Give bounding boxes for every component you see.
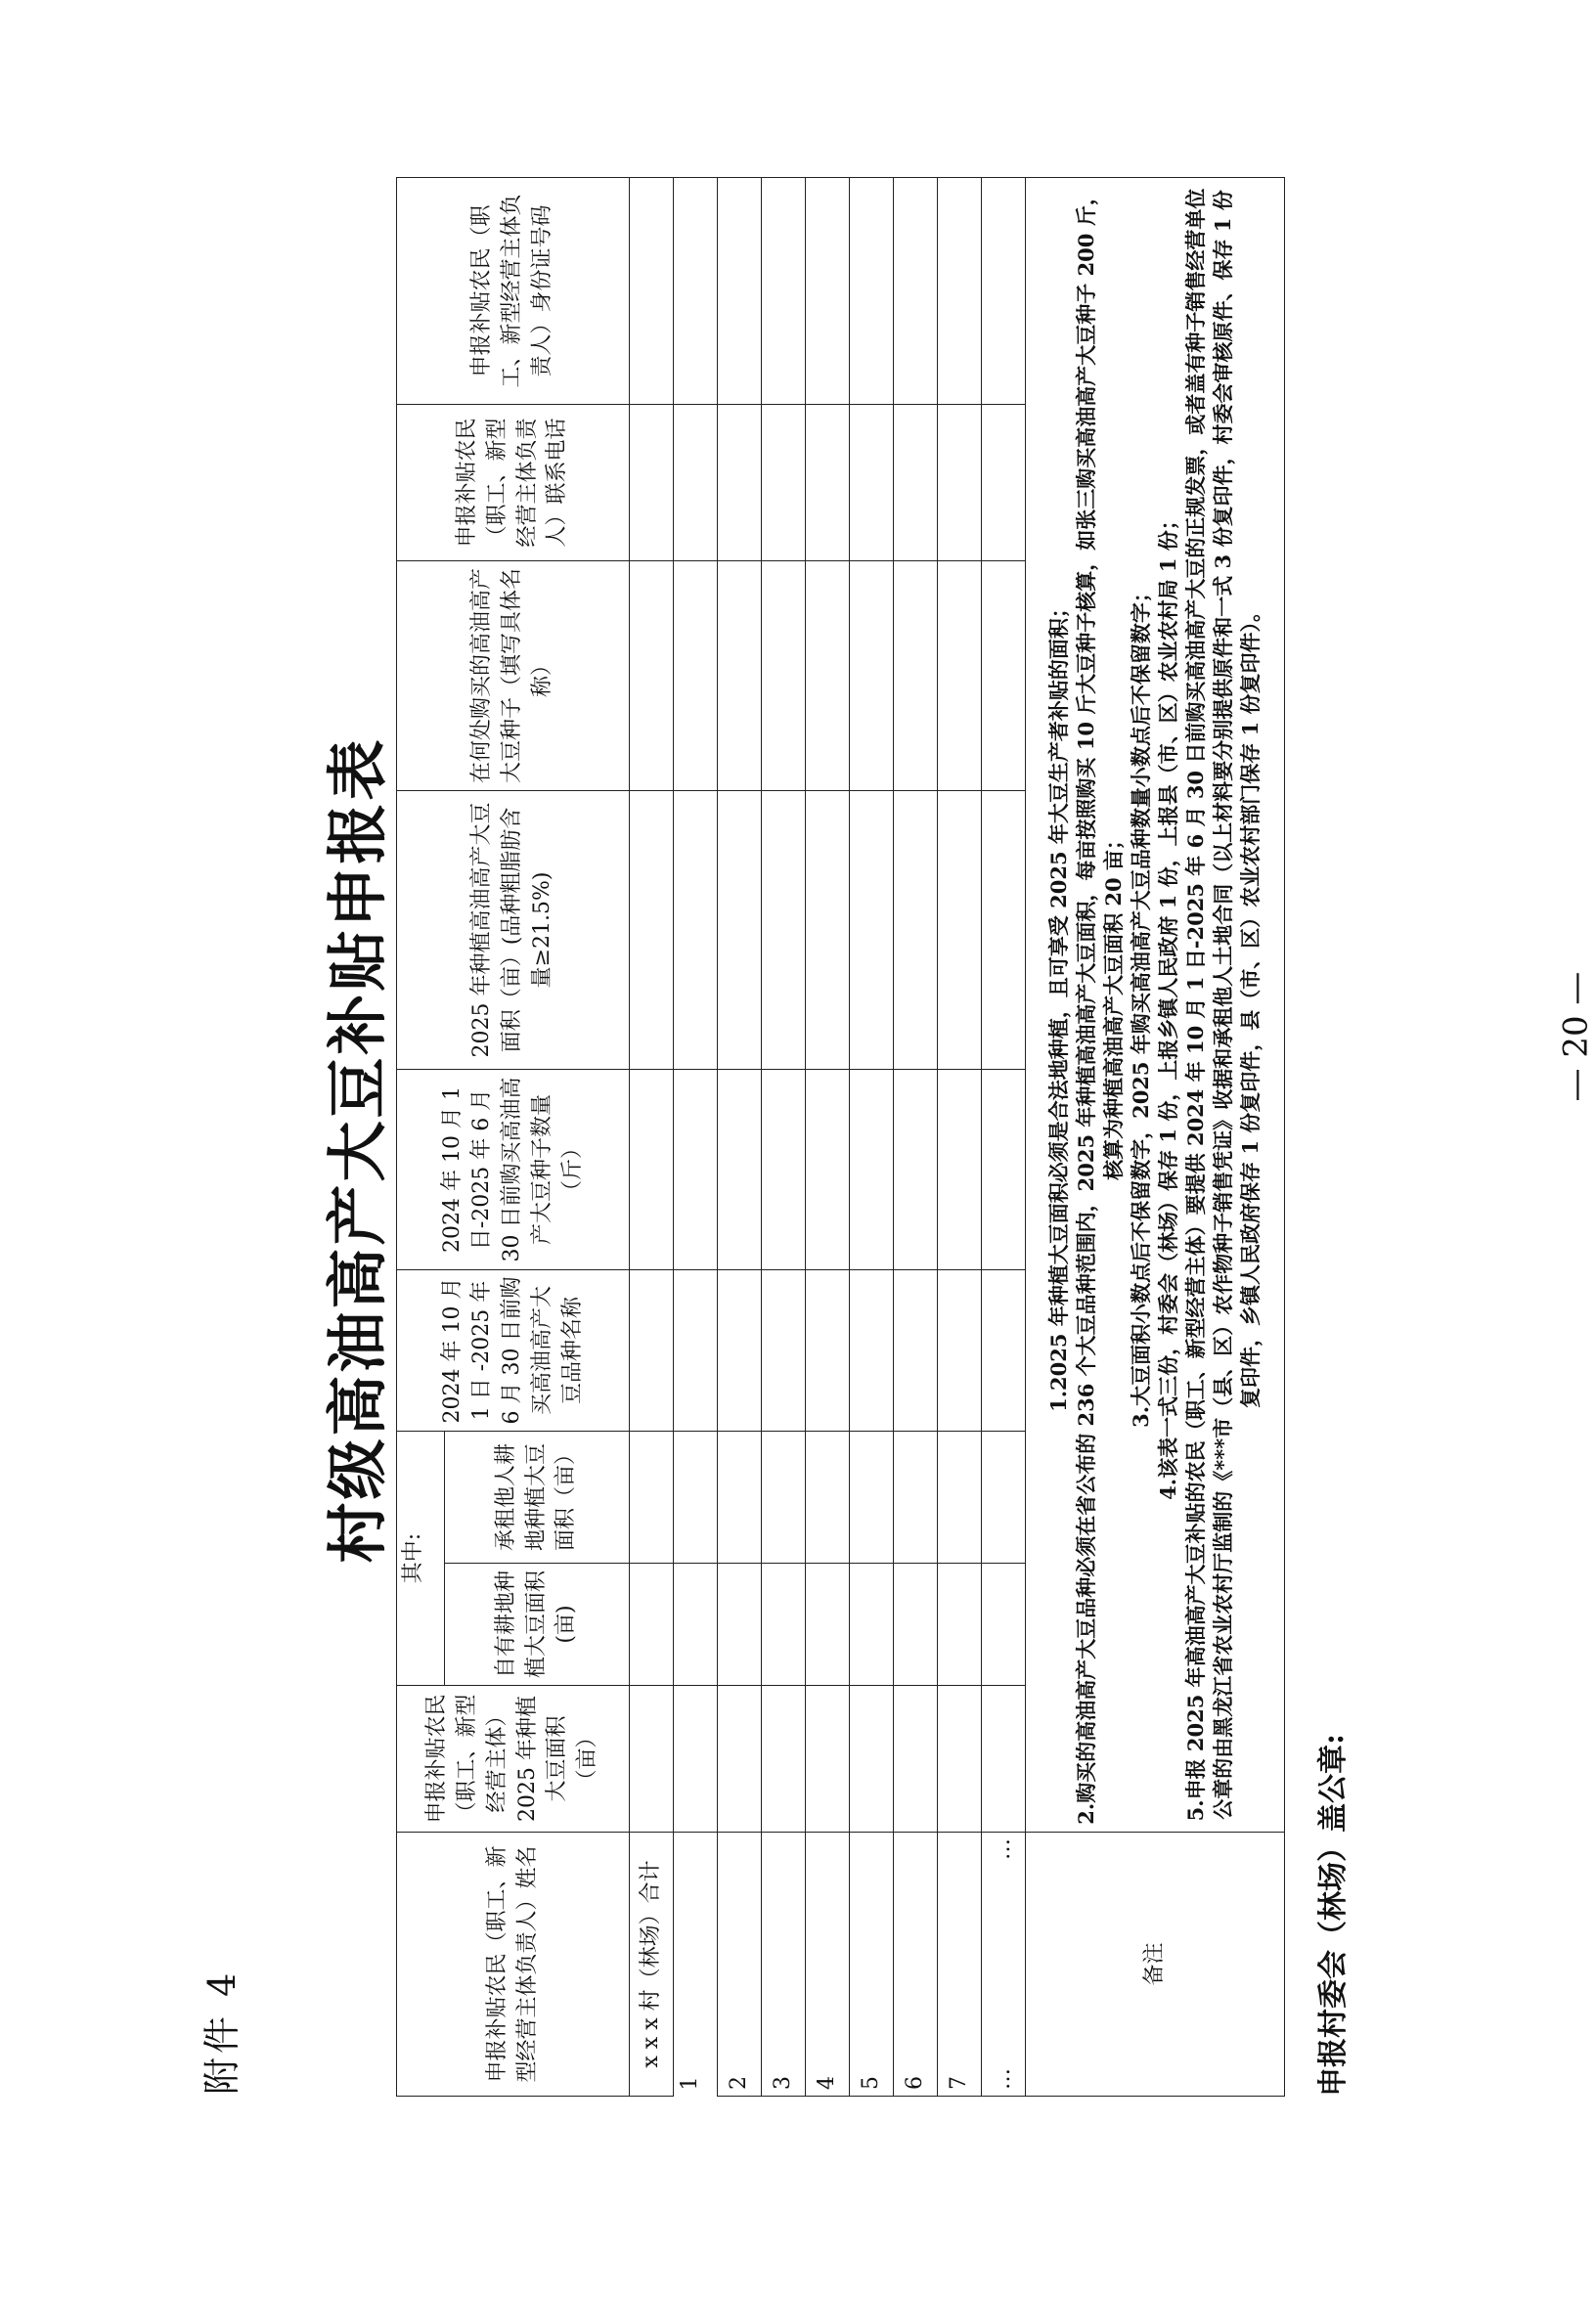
table-cell [982,560,1026,790]
table-cell [938,1431,982,1563]
table-row [938,177,982,2096]
table-cell [630,404,674,560]
table-cell [982,1269,1026,1431]
table-cell [850,1269,894,1431]
note-4: 4.该表一式三份，村委会（林场）保存 1 份，上报乡镇人民政府 1 份，上报县（市、区）农业农村局 1 份； [1156,509,1180,1500]
table-cell [762,1564,806,1686]
table-cell [938,1833,982,2097]
table-cell [674,1833,717,2097]
table-cell [938,790,982,1069]
table-cell [674,790,718,1069]
header-seed-qty: 2024 年 10 月 1 日-2025 年 6 月 30 日前购买高油高产大豆种子数量（斤） [397,1069,630,1269]
table-cell [894,1564,938,1686]
note-2: 2.购买的高油高产大豆品种必须在省公布的 236 个大豆品种范围内，2025 年种植高油高产大豆面积，每亩按照购买 10 斤大豆种子核算，如张三购买高油高产大豆种子 200 斤，核算为种植高油高产大豆面积 20 亩； [1074,185,1127,1825]
annex-label: 附件 4 [200,1968,244,2095]
table-cell [718,790,762,1069]
row-number: 2 [726,2076,751,2090]
table-cell [674,1564,718,1686]
table-cell [806,1564,850,1686]
row-number: 7 [946,2076,971,2090]
table-cell [938,1564,982,1686]
table-cell [718,1833,762,2097]
table-cell [806,1686,850,1833]
header-area-2025: 2025 年种植高油高产大豆面积（亩）(品种粗脂肪含量≥21.5%) [397,790,630,1069]
table-cell [718,1431,762,1563]
table-cell [982,1431,1026,1563]
table-cell [850,1686,894,1833]
note-3: 3.大豆面积小数点后不保留数字，2025 年购买高油高产大豆品种数量小数点后不保留数字； [1129,582,1154,1428]
table-cell [674,1269,718,1431]
table-cell [850,560,894,790]
table-row [762,177,806,2096]
table-cell [938,1269,982,1431]
table-cell [806,560,850,790]
row-number: … [990,2068,1015,2090]
table-cell [894,1431,938,1563]
table-cell [806,177,850,404]
header-among: 其中: [397,1431,445,1685]
row-number: 5 [858,2076,883,2090]
table-cell [630,177,674,404]
table-cell [762,177,806,404]
remarks-row [1026,177,1285,2096]
table-row [718,177,762,2096]
table-cell [850,404,894,560]
table-cell [630,1269,674,1431]
total-row [630,177,674,2096]
header-leased-land: 承租他人耕地种植大豆面积（亩） [445,1431,630,1563]
table-cell [850,1069,894,1269]
total-row-label: x x x 村（林场）合计 [630,1833,674,2097]
table-cell [630,1431,674,1563]
table-cell [806,790,850,1069]
table-row [674,177,718,2096]
table-cell [806,404,850,560]
table-cell [630,790,674,1069]
table-cell [630,1686,674,1833]
table-cell [718,1564,762,1686]
table-row [806,177,850,2096]
table-cell [938,1686,982,1833]
table-cell [850,1564,894,1686]
table-cell [674,1069,718,1269]
header-phone: 申报补贴农民（职工、新型经营主体负责人）联系电话 [397,404,630,560]
table-cell [762,1431,806,1563]
header-id-number: 申报补贴农民（职工、新型经营主体负责人）身份证号码 [397,177,630,404]
table-cell [982,790,1026,1069]
table-cell [894,177,938,404]
note-5: 5.申报 2025 年高油高产大豆补贴的农民（职工、新型经营主体）要提供 2024 年 10 月 1 日-2025 年 6 月 30 日前购买高油高产大豆的正规发票，或者盖有种子销售经营单位公章的由黑龙江省农业农村厅监制的《***市（县、区）农作物种子销售凭证》收据和承租他人土地合同（以上材料要分别提供原件和一式 3 份复印件，村委会审核原件、保存 1 份复印件，乡镇人民政府保存 1 份复印件，县（市、区）农业农村部门保存 1 份复印件）。 [1182,188,1263,1822]
table-cell [762,404,806,560]
table-row [982,177,1026,2096]
table-cell [718,404,762,560]
subsidy-application-table [396,177,1285,2097]
table-cell [674,1431,718,1563]
table-cell [894,1269,938,1431]
table-row [894,177,938,2096]
remarks-notes [1026,177,1285,1832]
table-cell [938,560,982,790]
table-cell [674,560,718,790]
header-own-land: 自有耕地种植大豆面积(亩) [445,1564,630,1686]
table-cell [762,560,806,790]
table-cell [718,560,762,790]
table-cell [762,1269,806,1431]
header-row [397,177,445,2096]
table-cell [850,1431,894,1563]
table-cell [982,404,1026,560]
table-cell [718,1269,762,1431]
table-cell [630,1069,674,1269]
table-cell [982,1833,1026,2097]
table-cell [630,1564,674,1686]
table-cell [762,1069,806,1269]
table-cell [806,1833,850,2097]
table-cell [894,790,938,1069]
remarks-label: 备注 [1026,1833,1285,2097]
table-cell [806,1069,850,1269]
table-row [850,177,894,2096]
row-number: 1 [678,2076,702,2091]
table-cell [850,1833,894,2097]
table-cell [674,1686,718,1833]
seal-line: 申报村委会（林场）盖公章: [1316,1733,1351,2097]
header-area-total: 申报补贴农民（职工、新型经营主体）2025 年种植大豆面积（亩） [397,1686,630,1833]
row-number: 4 [814,2076,839,2090]
header-variety: 2024 年 10 月 1 日 -2025 年 6 月 30 日前购买高油高产大豆品种名称 [397,1269,630,1431]
header-where-bought: 在何处购买的高油高产大豆种子（填写具体名称） [397,560,630,790]
table-cell [982,1069,1026,1269]
table-cell [982,177,1026,404]
table-cell [894,404,938,560]
table-cell [850,790,894,1069]
table-cell [938,177,982,404]
row-number: 3 [770,2076,795,2090]
table-cell [718,1069,762,1269]
name-ellipsis: … [990,1838,1015,1860]
table-cell [674,404,718,560]
table-cell [718,1686,762,1833]
table-cell [762,1686,806,1833]
table-cell [894,560,938,790]
table-cell [718,177,762,404]
table-cell [850,177,894,404]
header-name: 申报补贴农民（职工、新型经营主体负责人）姓名 [397,1833,630,2097]
row-number: 6 [902,2076,927,2090]
table-cell [938,404,982,560]
table-cell [982,1686,1026,1833]
table-cell [894,1686,938,1833]
table-cell [806,1431,850,1563]
page-number: — 20 — [1556,971,1596,1102]
table-cell [894,1833,938,2097]
note-1: 1.2025 年种植大豆面积必须是合法地种植，且可享受 2025 年大豆生产者补贴的面积； [1046,597,1072,1412]
table-cell [806,1269,850,1431]
table-cell [762,1833,806,2097]
table-cell [630,560,674,790]
table-cell [674,177,718,404]
document-title: 村级高油高产大豆补贴申报表 [322,736,393,1564]
table-cell [982,1564,1026,1686]
table-cell [894,1069,938,1269]
table-cell [762,790,806,1069]
table-cell [938,1069,982,1269]
